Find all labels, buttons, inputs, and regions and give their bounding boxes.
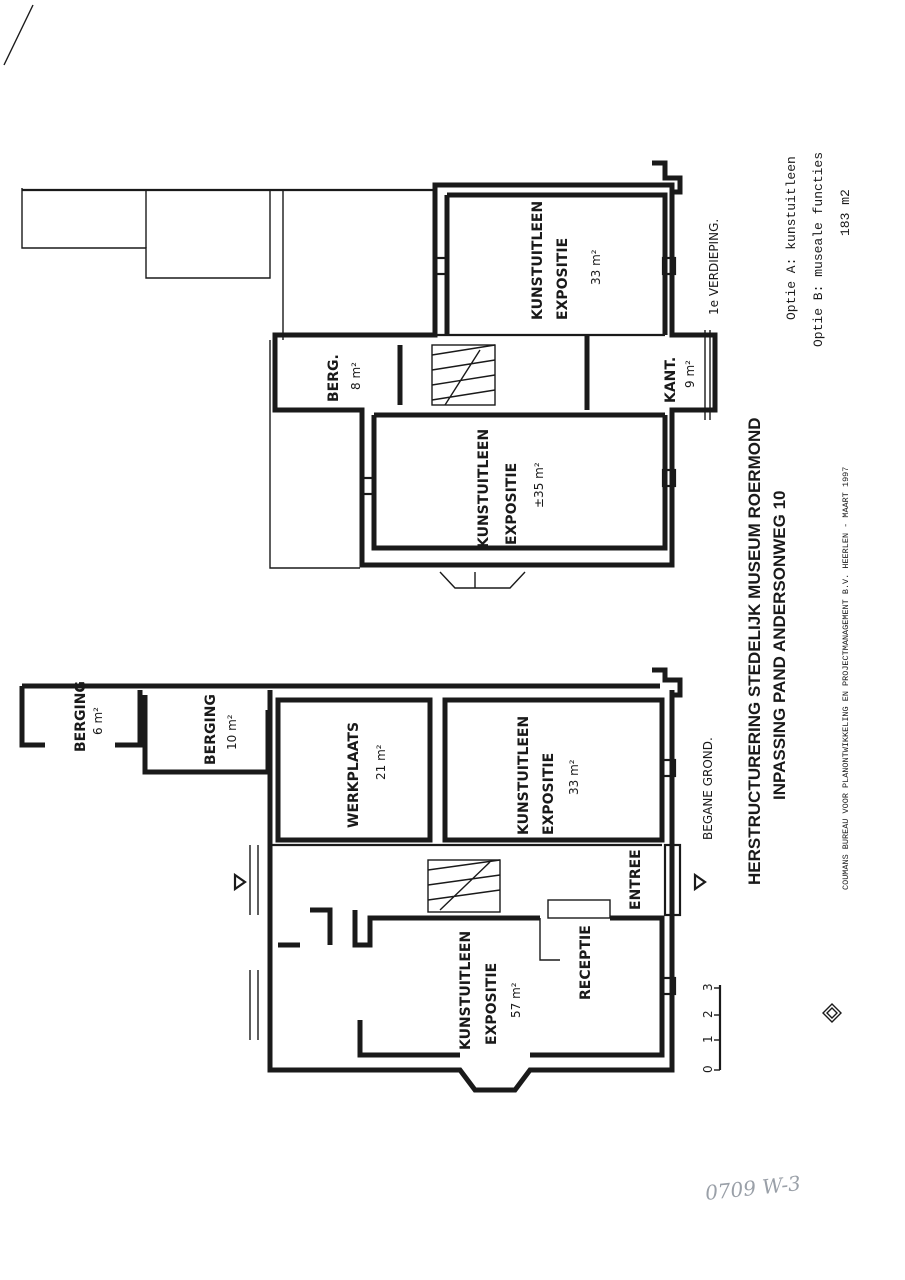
room-labels (73, 201, 721, 1050)
reception-counter (540, 918, 560, 960)
scale-label-3: 3 (701, 983, 715, 991)
title-line-1: HERSTRUCTURERING STEDELIJK MUSEUM ROERMOND (745, 417, 764, 885)
ground-berging2-area: 10 m² (225, 714, 239, 750)
ground-kunst-top-name: KUNSTUITLEEN (516, 715, 532, 835)
ground-kunst-top-sub: EXPOSITIE (541, 752, 557, 835)
ground-kunst-bot-name: KUNSTUITLEEN (458, 930, 474, 1050)
upper-kunst-top-name: KUNSTUITLEEN (530, 200, 546, 320)
upper-kant-area: 9 m² (683, 360, 697, 388)
logo-diamond (823, 1004, 841, 1022)
chimney-wall (652, 163, 680, 192)
upper-floor-label: 1e VERDIEPING. (707, 218, 721, 315)
ground-entree-label: ENTREE (628, 849, 644, 910)
ground-kunst-bot-sub: EXPOSITIE (484, 962, 500, 1045)
scale-label-0: 0 (701, 1065, 715, 1073)
upper-kunst-top-sub: EXPOSITIE (555, 237, 571, 320)
ground-werkplaats-label: WERKPLAATS (346, 721, 362, 828)
title-block (745, 152, 853, 890)
ground-chimney (652, 670, 680, 695)
option-area: 183 m2 (838, 189, 853, 236)
logo-diamond-inner (827, 1008, 837, 1018)
ground-stair-treads (428, 860, 500, 910)
scale-bar (701, 983, 720, 1073)
option-b: Optie B: museale functies (811, 151, 826, 347)
reception-desk (548, 900, 610, 918)
berging1-wall (22, 686, 45, 745)
section-marker-left (235, 875, 245, 889)
ground-berging2-label: BERGING (203, 694, 219, 765)
upper-floor-plan (22, 163, 715, 588)
upper-stair-treads (432, 345, 495, 405)
upper-berg-label: BERG. (326, 354, 342, 402)
ground-receptie-label: RECEPTIE (578, 925, 594, 1000)
title-line-2: INPASSING PAND ANDERSONWEG 10 (770, 490, 789, 800)
ground-kunst-top-area: 33 m² (567, 759, 581, 795)
ground-floor-plan (22, 670, 705, 1090)
upper-berg-area: 8 m² (349, 362, 363, 390)
upper-kunst-bot-sub: EXPOSITIE (504, 462, 520, 545)
side-windows (250, 845, 258, 915)
upper-kant-label: KANT. (663, 356, 679, 403)
ground-werkplaats-area: 21 m² (374, 744, 388, 780)
kunst-bot-inner-wall (360, 1020, 460, 1055)
ground-berging1-label: BERGING (73, 681, 89, 752)
ground-inner-walls (310, 910, 540, 945)
option-a: Optie A: kunstuitleen (784, 156, 799, 320)
berging1-wall-right (115, 690, 140, 745)
staple-mark (4, 5, 33, 65)
ground-berging1-area: 6 m² (91, 707, 105, 735)
scale-label-1: 1 (701, 1035, 715, 1043)
office-line: COUMANS BUREAU VOOR PLANONTWIKKELING EN PROJECTMANAGEMENT B.V. HEERLEN - MAART 1997 (841, 466, 851, 890)
section-marker-right (695, 875, 705, 889)
neighbour-edge (270, 340, 360, 568)
ground-kunst-bot-area: 57 m² (509, 982, 523, 1018)
upper-kunst-bot-name: KUNSTUITLEEN (476, 428, 492, 548)
archive-reference: 0709 W-3 (704, 1171, 802, 1205)
ground-floor-label: BEGANE GROND. (701, 737, 715, 840)
upper-kunst-top-area: 33 m² (589, 249, 603, 285)
upper-kunst-bot-area: ±35 m² (532, 462, 546, 508)
side-windows-2 (250, 970, 258, 1040)
kunst-bot-right-wall (530, 918, 662, 1055)
office-logo (823, 1004, 841, 1022)
scale-label-2: 2 (701, 1010, 715, 1018)
upper-bay (440, 572, 525, 588)
